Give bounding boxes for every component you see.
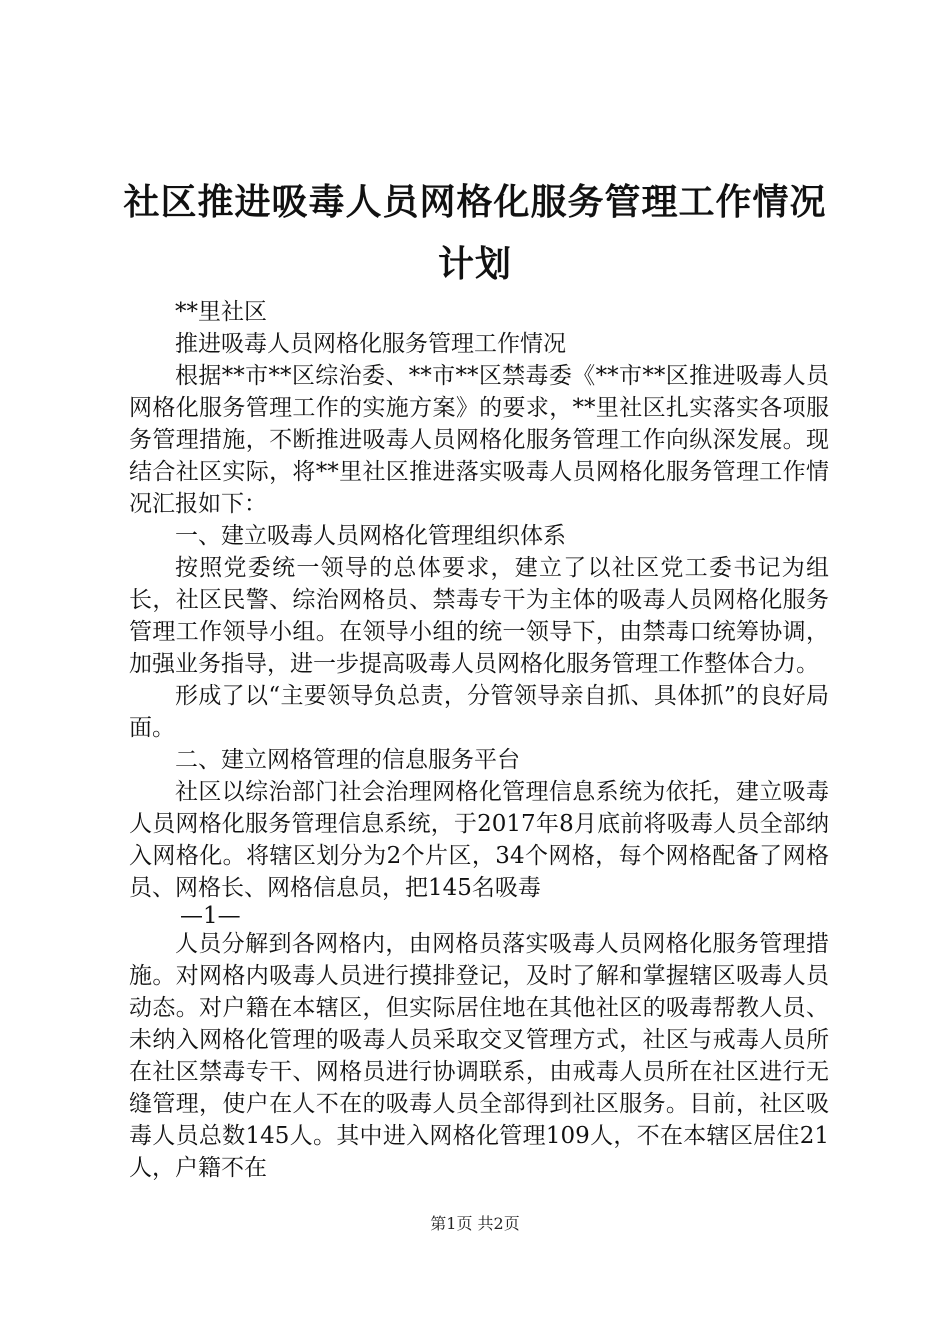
paragraph-section-2-cont: 人员分解到各网格内，由网格员落实吸毒人员网格化服务管理措施。对网格内吸毒人员进行摸排登记，及时了解和掌握辖区吸毒人员动态。对户籍在本辖区，但实际居住地在其他社区的吸毒帮教人员、未纳入网格化管理的吸毒人员采取交叉管理方式，社区与戒毒人员所在社区禁毒专干、网格员进行协调联系，由戒毒人员所在社区进行无缝管理，使户在人不在的吸毒人员全部得到社区服务。目前，社区吸毒人员总数145人。其中进入网格化管理109人，不在本辖区居住21人，户籍不在 bbox=[129, 931, 829, 1181]
section-heading-2: 二、建立网格管理的信息服务平台 bbox=[175, 747, 520, 773]
page-footer: 第1页 共2页 bbox=[430, 1214, 520, 1233]
inline-page-number: —1— bbox=[180, 903, 241, 929]
document-title: 社区推进吸毒人员网格化服务管理工作情况计划 bbox=[123, 182, 827, 285]
paragraph-subtitle: 推进吸毒人员网格化服务管理工作情况 bbox=[175, 331, 566, 357]
paragraph-section-1-result: 形成了以“主要领导负总责，分管领导亲自抓、具体抓”的良好局面。 bbox=[129, 683, 829, 741]
paragraph-intro: 根据**市**区综治委、**市**区禁毒委《**市**区推进吸毒人员网格化服务管理工作的实施方案》的要求，**里社区扎实落实各项服务管理措施，不断推进吸毒人员网格化服务管理工作向纵深发展。现结合社区实际，将**里社区推进落实吸毒人员网格化服务管理工作情况汇报如下： bbox=[129, 363, 829, 517]
body-text-main bbox=[129, 296, 829, 904]
paragraph-community-name: **里社区 bbox=[175, 299, 267, 325]
paragraph-section-1: 按照党委统一领导的总体要求，建立了以社区党工委书记为组长，社区民警、综治网格员、禁毒专干为主体的吸毒人员网格化服务管理工作领导小组。在领导小组的统一领导下，由禁毒口统筹协调，加强业务指导，进一步提高吸毒人员网格化服务管理工作整体合力。 bbox=[129, 555, 829, 677]
section-heading-1: 一、建立吸毒人员网格化管理组织体系 bbox=[175, 523, 566, 549]
body-text-continued bbox=[129, 928, 829, 1184]
paragraph-section-2: 社区以综治部门社会治理网格化管理信息系统为依托，建立吸毒人员网格化服务管理信息系统，于2017年8月底前将吸毒人员全部纳入网格化。将辖区划分为2个片区，34个网格，每个网格配备了网格员、网格长、网格信息员，把145名吸毒 bbox=[129, 779, 829, 901]
